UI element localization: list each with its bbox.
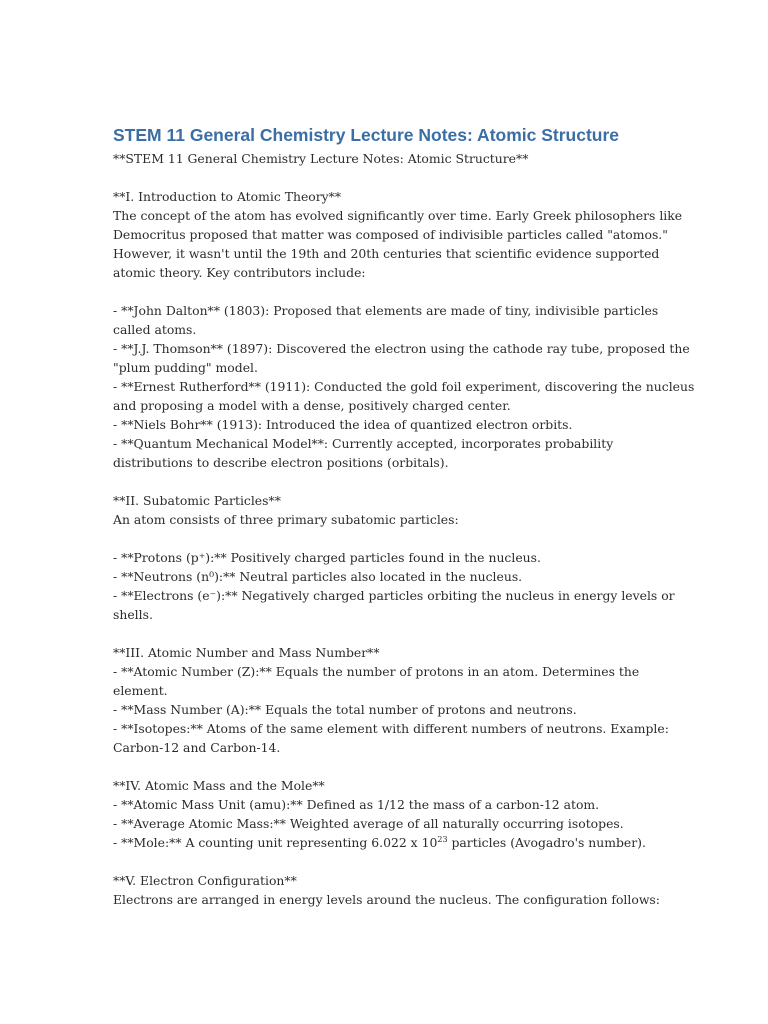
mole-text-suffix: particles (Avogadro's number). (447, 835, 646, 850)
spacer (113, 757, 673, 776)
spacer (113, 282, 673, 301)
list-item-isotopes-continued: Carbon-12 and Carbon-14. (113, 740, 281, 755)
paragraph-line: However, it wasn't until the 19th and 20th centuries that scientific evidence supported (113, 246, 660, 261)
document-title: STEM 11 General Chemistry Lecture Notes: Atomic Structure (113, 125, 620, 145)
spacer (113, 529, 673, 548)
paragraph-line: An atom consists of three primary subatomic particles: (113, 512, 459, 527)
spacer (113, 168, 673, 187)
spacer (113, 624, 673, 643)
section-heading-atomic-number: **III. Atomic Number and Mass Number** (113, 645, 380, 660)
list-item-protons: - **Protons (p⁺):** Positively charged particles found in the nucleus. (113, 550, 541, 565)
list-item-average-atomic-mass: - **Average Atomic Mass:** Weighted average of all naturally occurring isotopes. (113, 816, 624, 831)
list-item-isotopes: - **Isotopes:** Atoms of the same element with different numbers of neutrons. Example: (113, 721, 669, 736)
list-item-electrons: - **Electrons (e⁻):** Negatively charged particles orbiting the nucleus in energy levels or (113, 588, 675, 603)
list-item-dalton: - **John Dalton** (1803): Proposed that elements are made of tiny, indivisible particles (113, 303, 659, 318)
paragraph-line: The concept of the atom has evolved significantly over time. Early Greek philosophers like (113, 208, 683, 223)
paragraph-line: atomic theory. Key contributors include: (113, 265, 366, 280)
list-item-quantum-model: - **Quantum Mechanical Model**: Currently accepted, incorporates probability (113, 436, 614, 451)
spacer (113, 852, 673, 871)
list-item-electrons-continued: shells. (113, 607, 153, 622)
list-item-atomic-number-continued: element. (113, 683, 168, 698)
list-item-thomson: - **J.J. Thomson** (1897): Discovered the electron using the cathode ray tube, proposed the (113, 341, 690, 356)
paragraph-line: Democritus proposed that matter was composed of indivisible particles called "atomos." (113, 227, 668, 242)
section-heading-intro-atomic-theory: **I. Introduction to Atomic Theory** (113, 189, 342, 204)
section-heading-atomic-mass: **IV. Atomic Mass and the Mole** (113, 778, 325, 793)
list-item-rutherford-continued: and proposing a model with a dense, positively charged center. (113, 398, 511, 413)
list-item-rutherford: - **Ernest Rutherford** (1911): Conducted the gold foil experiment, discovering the nucleus (113, 379, 695, 394)
list-item-amu: - **Atomic Mass Unit (amu):** Defined as 1/12 the mass of a carbon-12 atom. (113, 797, 600, 812)
list-item-dalton-continued: called atoms. (113, 322, 197, 337)
list-item-neutrons: - **Neutrons (n⁰):** Neutral particles also located in the nucleus. (113, 569, 523, 584)
section-heading-subatomic-particles: **II. Subatomic Particles** (113, 493, 281, 508)
list-item-mass-number: - **Mass Number (A):** Equals the total number of protons and neutrons. (113, 702, 577, 717)
list-item-quantum-model-continued: distributions to describe electron positions (orbitals). (113, 455, 449, 470)
list-item-atomic-number: - **Atomic Number (Z):** Equals the number of protons in an atom. Determines the (113, 664, 640, 679)
mole-text-prefix: - **Mole:** A counting unit representing 6.022 x 10 (113, 835, 438, 850)
document-page (113, 124, 695, 909)
paragraph-line: Electrons are arranged in energy levels around the nucleus. The configuration follows: (113, 892, 660, 907)
document-subtitle: **STEM 11 General Chemistry Lecture Notes: Atomic Structure** (113, 151, 529, 166)
mole-exponent: 23 (437, 834, 448, 844)
section-heading-electron-configuration: **V. Electron Configuration** (113, 873, 297, 888)
spacer (113, 472, 673, 491)
list-item-thomson-continued: "plum pudding" model. (113, 360, 258, 375)
list-item-bohr: - **Niels Bohr** (1913): Introduced the idea of quantized electron orbits. (113, 417, 573, 432)
list-item-mole (113, 833, 673, 852)
